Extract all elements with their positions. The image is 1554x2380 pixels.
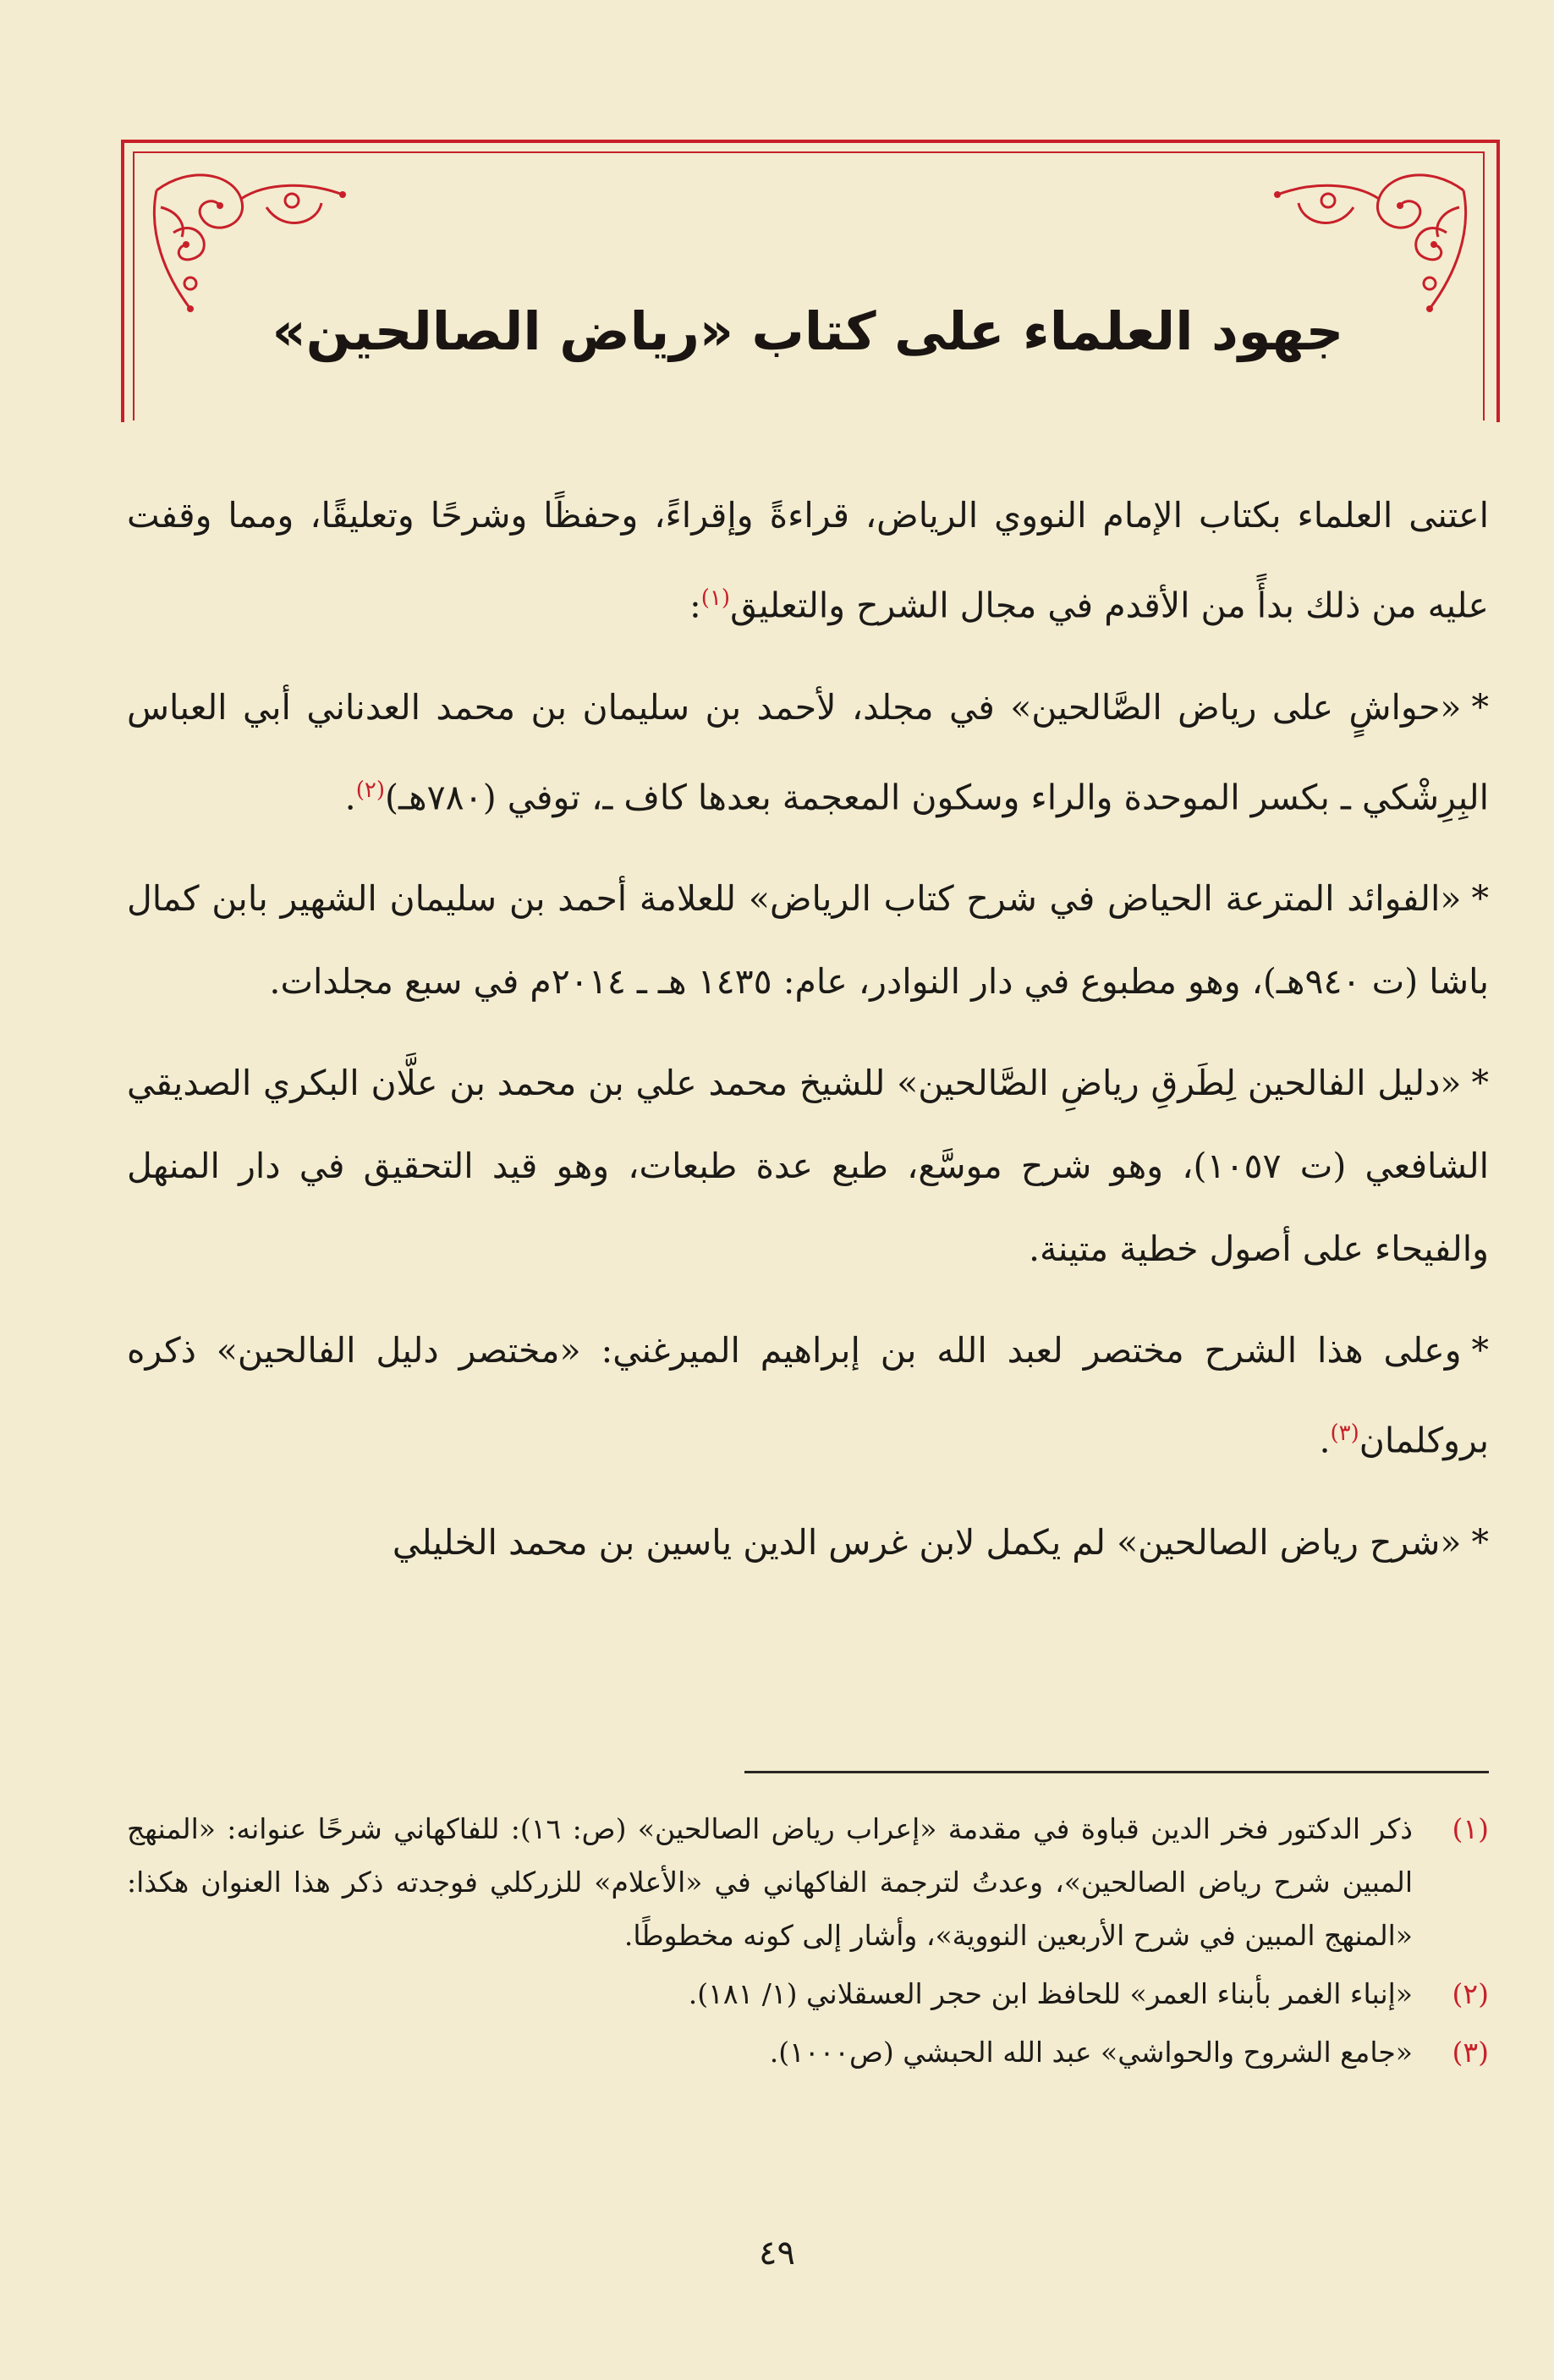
footnotes [127, 1802, 1489, 2084]
footnote-ref: (١) [700, 585, 731, 611]
footnote-ref: (٣) [1330, 1421, 1359, 1447]
footnote-text: «جامع الشروح والحواشي» عبد الله الحبشي (ص١٠٠٠). [769, 2036, 1413, 2069]
list-item [127, 666, 1489, 839]
bullet-star: * [1471, 1063, 1489, 1104]
list-item [127, 1501, 1489, 1584]
entry-end: . [344, 777, 356, 818]
footnote-separator [744, 1771, 1489, 1773]
list-item [127, 857, 1489, 1023]
intro-paragraph [127, 474, 1489, 647]
footnote-item [127, 1967, 1489, 2020]
bullet-star: * [1471, 1330, 1489, 1371]
entry-text: «الفوائد المترعة الحياض في شرح كتاب الرياض» للعلامة أحمد بن سليمان الشهير بابن كمال باشا (ت ٩٤٠هـ)، وهو مطبوع في دار النوادر، عام: ١٤٣٥ هـ ـ ٢٠١٤م في سبع مجلدات. [127, 878, 1489, 1003]
footnote-number: (٣) [1452, 2036, 1489, 2069]
footnote-number: (٢) [1452, 1977, 1489, 2010]
footnote-item [127, 2025, 1489, 2079]
entry-text: «شرح رياض الصالحين» لم يكمل لابن غرس الدين ياسين بن محمد الخليلي [392, 1521, 1462, 1563]
main-text [127, 474, 1489, 1602]
list-item [127, 1042, 1489, 1290]
intro-text: اعتنى العلماء بكتاب الإمام النووي الرياض، قراءةً وإقراءً، وحفظًا وشرحًا وتعليقًا، ومما وقفت عليه من ذلك بدأً من الأقدم في مجال الشرح والتعليق [127, 495, 1489, 626]
entry-text: «دليل الفالحين لِطَرقِ رياضِ الصَّالحين» للشيخ محمد علي بن محمد بن علَّان البكري الصديقي الشافعي (ت ١٠٥٧)، وهو شرح موسَّع، طبع عدة طبعات، وهو قيد التحقيق في دار المنهل والفيحاء على أصول خطية متينة. [127, 1063, 1489, 1270]
chapter-title: جهود العلماء على كتاب «رياض الصالحين» [272, 300, 1344, 362]
entry-end: . [1319, 1420, 1331, 1461]
footnote-number: (١) [1452, 1812, 1489, 1845]
footnote-text: «إنباء الغمر بأبناء العمر» للحافظ ابن حجر العسقلاني (١/ ١٨١). [688, 1977, 1413, 2010]
entry-text: وعلى هذا الشرح مختصر لعبد الله بن إبراهيم الميرغني: «مختصر دليل الفالحين» ذكره بروكلمان [127, 1330, 1489, 1461]
bullet-star: * [1471, 878, 1489, 920]
bullet-star: * [1471, 686, 1489, 728]
entry-text: «حواشٍ على رياض الصَّالحين» في مجلد، لأحمد بن سليمان بن محمد العدناني أبي العباس البِرِشْكي ـ بكسر الموحدة والراء وسكون المعجمة بعدها كاف ـ، توفي (٧٨٠هـ) [127, 686, 1489, 818]
footnote-ref: (٢) [355, 777, 385, 803]
footnote-text: ذكر الدكتور فخر الدين قباوة في مقدمة «إعراب رياض الصالحين» (ص: ١٦): للفاكهاني شرحًا عنوانه: «المنهج المبين شرح رياض الصالحين»، وعدتُ لترجمة الفاكهاني في «الأعلام» للزركلي فوجدته ذكر هذا العنوان هكذا: «المنهج المبين في شرح الأربعين النووية»، وأشار إلى كونه مخطوطًا. [127, 1812, 1413, 1952]
page-number: ٤٩ [759, 2234, 795, 2273]
list-item [127, 1309, 1489, 1482]
intro-end: : [689, 585, 701, 626]
bullet-star: * [1471, 1521, 1489, 1563]
footnote-item [127, 1802, 1489, 1962]
